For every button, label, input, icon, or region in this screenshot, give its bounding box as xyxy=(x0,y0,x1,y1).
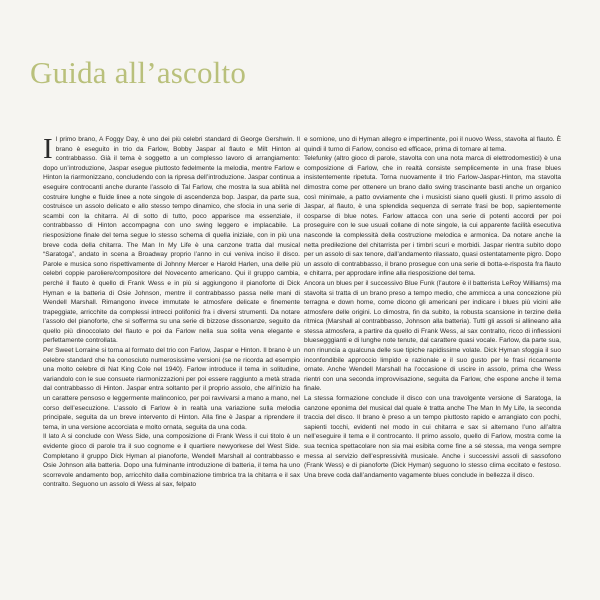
left-column xyxy=(43,135,300,490)
paragraph-text: l primo brano, A Foggy Day, è uno dei più celebri standard di George Gershwin. Il brano è eseguito in trio da Farlow, Bobby Jaspar al flauto e Milt Hinton al contrabbasso. Già il tema è soggetto a un complesso lavoro di arrangiamento: dopo un’introduzione, Jaspar esegue piuttosto fedelmente la melodia, mentre Farlow e Hinton la riarmonizzano, concludendo con la ripresa dell’introduzione. Jaspar continua a eseguire controcanti anche durante l’assolo di Tal Farlow, che mostra la sua abilità nel costruire lunghe e fluide linee a note singole di ascendenza bop. Jaspar, da parte sua, costruisce un assolo delicato e allo stesso tempo dinamico, che sfocia in una serie di scambi con la chitarra. Al di sotto di tutto, poco apparisce ma essenziale, il contrabbasso di Hinton accompagna con uno swing leggero e implacabile. La riesposizione finale del tema segue lo stesso schema di quella iniziale, con in più una breve coda della chitarra. The Man In My Life è una canzone tratta dal musical “Saratoga”, andato in scena a Broadway proprio l’anno in cui venivа inciso il disco. Parole e musica sono rispettivamente di Johnny Mercer e Harold Harlen, una delle più celebri coppie paroliere/compositore del Novecento americano. Qui il gruppo cambia, perché il flauto è quello di Frank Wess e in più si aggiungono il pianoforte di Dick Hyman e la batteria di Osie Johnson, mentre il contrabbasso passa nelle mani di Wendell Marshall. Rimangono invece immutate le atmosfere delicate e finemente trapeggiate, arricchite da complessi intrecci polifonici fra i diversi strumenti. Da notare l’assolo del pianoforte, che si sofferma su una serie di bizzose dissonanze, seguito da quello più dinoccolato del flauto e poi da Farlow nella sua solita vena elegante e perfettamente controllata. xyxy=(43,136,300,345)
paragraph-telefunky: Telefunky (altro gioco di parole, stavolta con una nota marca di elettrodomestici) è una composizione di Farlow, che in realtà consiste semplicemente in una frase blues insistentemente ripetuta. Torna nuovamente il trio Farlow-Jaspar-Hinton, ma stavolta dimostra come per ottenere un brano dallo swing trascinante basti anche un organico così minimale, a patto ovviamente che i musicisti siano quelli giusti. Il primo assolo di Jaspar, al flauto, è una splendida sequenza di serrate frasi be bop, sapientemente cosparse di blue notes. Farlow attacca con una serie di potenti accordi per poi proseguire con le sue usuali collane di note singole, la cui apparente facilità esecutiva nasconde la complessità della costruzione melodica e armonica. Da notare anche la netta predilezione del chitarrista per i timbri scuri e morbidi. Jaspar rientra subito dopo per un assolo di sax tenore, dall’andamento rilassato, quasi ostentatamente pigro. Dopo un assolo di contrabbasso, il brano prosegue con una serie di botta-e-risposta fra flauto e chitarra, per approdare infine alla riesposizione del tema. xyxy=(304,155,561,278)
paragraph-blue-funk: Ancora un blues per il successivo Blue Funk (l’autore è il batterista LeRoy Williams) ma stavolta si tratta di un brano preso a tempo medio, che ammicca a una concezione più terragna e down home, come dicono gli americani per indicare i blues più vicini alle atmosfere delle origini. Lo dimostra, fin da subito, la robusta scansione in terzine della ritmica (Marshall al contrabbasso, Johnson alla batteria). Tutti gli assoli si allineano alla stessa atmosfera, a partire da quello di Frank Wess, al sax contralto, ricco di inflessioni bluesegggianti e di lunghe note tenute, dal carattere quasi vocale. Farlow, da parte sua, non rinuncia a qualcuna delle sue tipiche rapidissime volate. Dick Hyman sfoggia il suo inconfondibile approccio limpido e razionale e il suo gusto per le frasi riccamente ornate. Anche Wendell Marshall ha l’occasione di uscire in assolo, prima che Wess rientri con una seconda improvvisazione, seguita da Farlow, che espone anche il tema finale. xyxy=(304,279,561,393)
page-title: Guida all’ascolto xyxy=(30,55,247,90)
drop-cap: I xyxy=(43,133,53,165)
paragraph-wess-side: Il lato A si conclude con Wess Side, una composizione di Frank Wess il cui titolo è un evidente gioco di parole tra il suo cognome e il quartiere newyorkese del West Side. Completano il gruppo Dick Hyman al pianoforte, Wendell Marshall al contrabbasso e Osie Johnson alla batteria. Dopo una fulminante introduzione di batteria, il tema ha uno scorrevole andamento bop, arricchito dalla combinazione timbrica tra la chitarra e il sax contralto. Seguono un assolo di Wess al sax, felpato xyxy=(43,433,300,489)
paragraph-wess-side-continued: e sornione, uno di Hyman allegro e impertinente, poi il nuovo Wess, stavolta al flauto. È quindi il turno di Farlow, conciso ed efficace, prima di tornare al tema. xyxy=(304,136,561,153)
right-column xyxy=(304,135,561,480)
paragraph-a-foggy-day xyxy=(43,135,300,346)
paragraph-saratoga: La stessa formazione conclude il disco con una travolgente versione di Saratoga, la canzone eponima del musical dal quale è tratta anche The Man In My Life, la seconda traccia del disco. Il brano è preso a un tempo piuttosto rapido e arrangiato con pochi, sapienti tocchi, evidenti nel modo in cui chitarra e sax si alternano l’uno all’altra nell’eseguire il tema e il controcanto. Il primo assolo, quello di Farlow, mostra come la sua tecnica spettacolare non sia mai esibita come fine a sé stessa, ma venga sempre messa al servizio dell’espressività musicale. Anche i successivi assoli di sassofono (Frank Wess) e di pianoforte (Dick Hyman) seguono lo stesso clima eccitato e festoso. Una breve coda dall’andamento vagamente blues conclude in bellezza il disco. xyxy=(304,395,561,479)
paragraph-sweet-lorraine: Per Sweet Lorraine si torna al formato del trio con Farlow, Jaspar e Hinton. Il brano è un celebre standard che ha conosciuto numerosissime versioni (se ne ricorda ad esempio una molto celebre di Nat King Cole nel 1940). Farlow introduce il tema in solitudine, variandolo con le sue consuete riarmonizzazioni per poi essere raggiunto a metà strada dal contrabbasso di Hinton. Jaspar entra soltanto per il proprio assolo, che all’inizio ha un carattere pensoso e leggermente malinconico, per poi ravvivarsi a mano a mano, nel corso dell’esecuzione. L’assolo di Farlow è in realtà una variazione sulla melodia principale, seguita da un breve intervento di Hinton. Alla fine è Jaspar a riprendere il tema, in una versione accorciata e molto ornata, seguita da una coda. xyxy=(43,347,300,431)
